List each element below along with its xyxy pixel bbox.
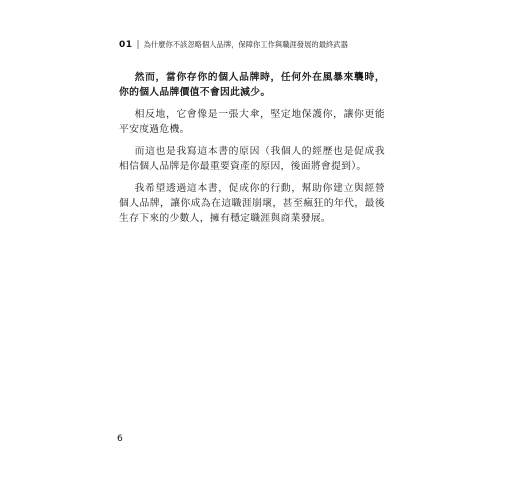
running-header	[119, 38, 419, 52]
chapter-title: 為什麼你不該忽略個人品牌，保障你工作與職涯發展的最終武器	[143, 40, 348, 49]
paragraph: 而這也是我寫這本書的原因（我個人的經歷也是促成我相信個人品牌是你最重要資產的原因，後面將會提到）。	[119, 146, 385, 172]
chapter-number: 01	[119, 40, 133, 50]
body-text	[119, 70, 385, 233]
paragraph: 相反地，它會像是一張大傘，堅定地保護你，讓你更能平安度過危機。	[119, 109, 385, 135]
paragraph: 我希望透過這本書，促成你的行動，幫助你建立與經營個人品牌，讓你成為在這職涯崩壞，甚至瘋狂的年代，最後生存下來的少數人，擁有穩定職涯與商業發展。	[119, 183, 385, 224]
header-separator: |	[136, 40, 140, 50]
paragraph-emphasis: 然而，當你存你的個人品牌時，任何外在風暴來襲時，你的個人品牌價值不會因此減少。	[119, 72, 385, 98]
page-number: 6	[117, 434, 123, 444]
